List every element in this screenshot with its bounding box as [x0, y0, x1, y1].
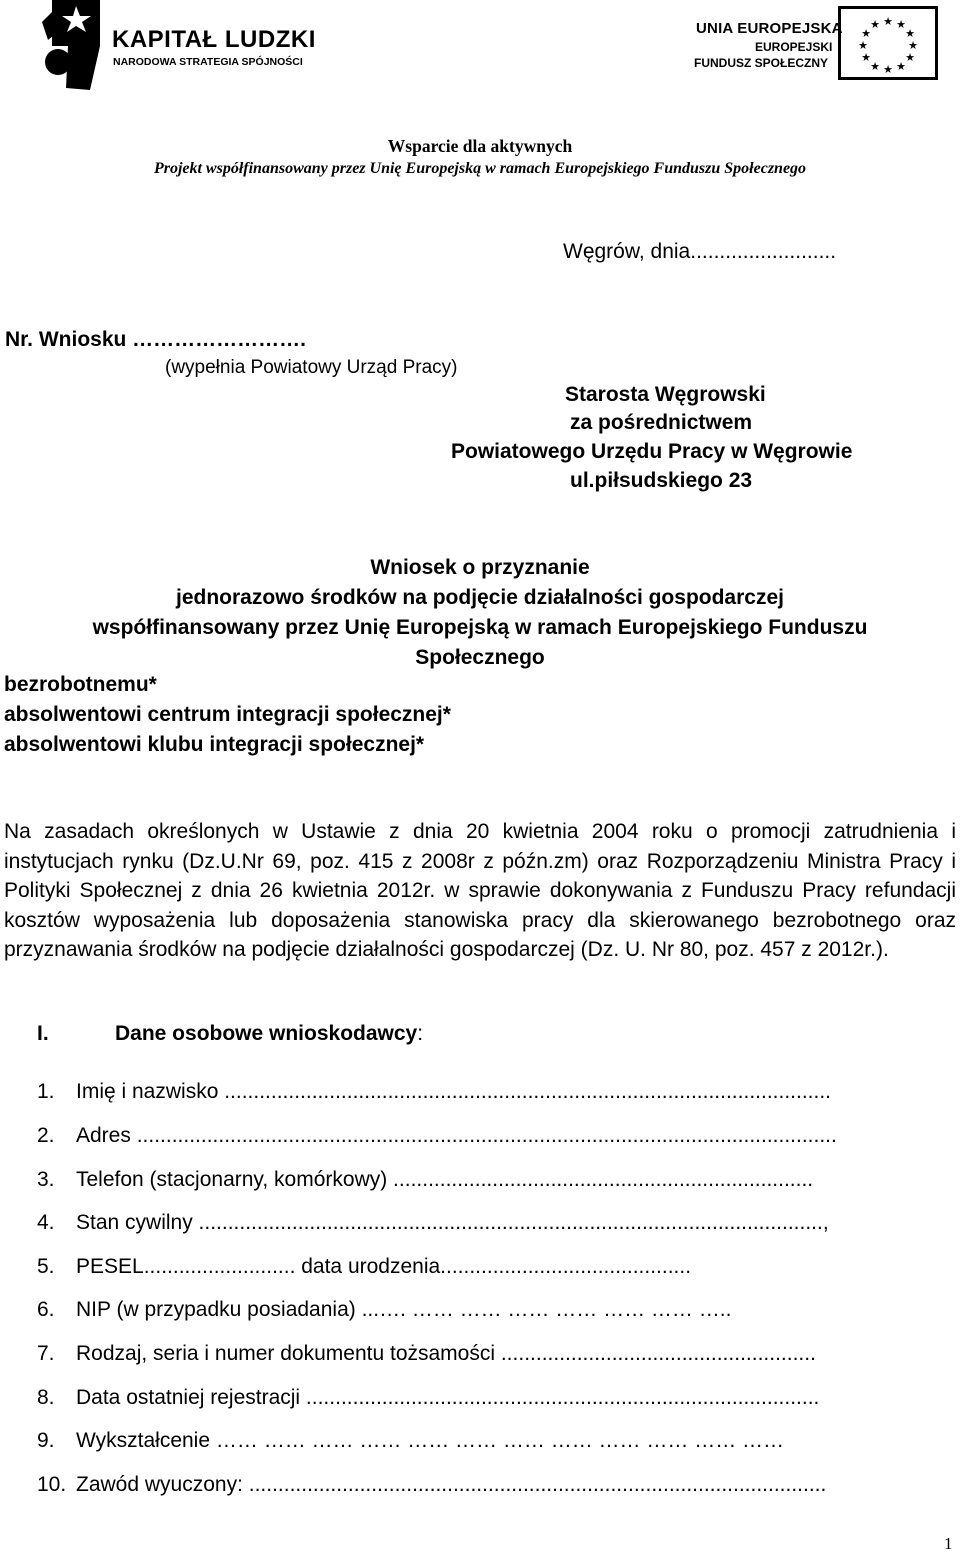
- logo-left-subtitle: NARODOWA STRATEGIA SPÓJNOŚCI: [113, 56, 303, 68]
- svg-text:★: ★: [861, 27, 871, 40]
- kapital-ludzki-logo: [38, 0, 316, 92]
- field-label: NIP (w przypadku posiadania) ...…. …… …… …… …… …… …… …..: [76, 1298, 732, 1321]
- application-number: Nr. Wniosku …………………….: [5, 328, 307, 351]
- svg-text:★: ★: [870, 60, 880, 73]
- form-field-last-registration[interactable]: [37, 1386, 952, 1414]
- svg-text:★: ★: [905, 27, 915, 40]
- form-field-address[interactable]: [37, 1124, 952, 1152]
- field-number: 7.: [37, 1342, 55, 1365]
- field-number: 9.: [37, 1429, 55, 1452]
- document-title-line4: Społecznego: [415, 646, 545, 669]
- form-field-profession[interactable]: [37, 1473, 952, 1501]
- document-title-line3: współfinansowany przez Unię Europejską w ramach Europejskiego Funduszu: [92, 616, 868, 639]
- form-field-pesel[interactable]: [37, 1255, 952, 1283]
- project-subtitle: Projekt współfinansowany przez Unię Europejską w ramach Europejskiego Funduszu Społecznego: [153, 160, 807, 177]
- form-field-nip[interactable]: [37, 1298, 952, 1326]
- addressee-line1: Starosta Węgrowski: [565, 383, 766, 406]
- field-label: Data ostatniej rejestracji ........................................................................................: [76, 1386, 820, 1409]
- svg-text:★: ★: [861, 51, 871, 64]
- svg-text:★: ★: [883, 15, 893, 28]
- field-label: Zawód wyuczony: ...................................................................................................: [76, 1473, 827, 1496]
- svg-text:★: ★: [858, 39, 868, 52]
- date-line: Węgrów, dnia.........................: [563, 240, 837, 263]
- field-number: 10.: [37, 1473, 67, 1496]
- unia-europejska-logo: [690, 6, 945, 86]
- project-title: Wsparcie dla aktywnych: [387, 136, 573, 156]
- form-field-phone[interactable]: [37, 1168, 952, 1196]
- eu-flag-icon: [838, 6, 938, 80]
- field-number: 1.: [37, 1080, 55, 1103]
- application-number-note: (wypełnia Powiatowy Urząd Pracy): [165, 357, 458, 378]
- svg-text:★: ★: [883, 63, 893, 76]
- field-number: 4.: [37, 1211, 55, 1234]
- form-field-marital-status[interactable]: [37, 1211, 952, 1239]
- recipient-option: absolwentowi klubu integracji społecznej*: [4, 733, 425, 756]
- logo-left-title: KAPITAŁ LUDZKI: [112, 26, 316, 53]
- logo-right-line1: UNIA EUROPEJSKA: [696, 20, 843, 37]
- field-number: 5.: [37, 1255, 55, 1278]
- page-number: 1: [944, 1534, 953, 1553]
- form-field-name[interactable]: [37, 1080, 952, 1108]
- form-field-id-document[interactable]: [37, 1342, 952, 1370]
- field-label: Imię i nazwisko ........................................................................................................: [76, 1080, 831, 1103]
- svg-text:★: ★: [896, 18, 906, 31]
- logo-right-line3: FUNDUSZ SPOŁECZNY: [694, 56, 829, 70]
- field-label: Telefon (stacjonarny, komórkowy) ........................................................................: [76, 1168, 814, 1191]
- addressee-line4: ul.piłsudskiego 23: [570, 469, 753, 492]
- logo-right-line2: EUROPEJSKI: [755, 40, 833, 54]
- document-title-line1: Wniosek o przyznanie: [370, 556, 590, 579]
- field-label: Adres ........................................................................................................................: [76, 1124, 837, 1147]
- field-number: 8.: [37, 1386, 55, 1409]
- section-title: [115, 1022, 423, 1046]
- field-label: PESEL.......................... data urodzenia...........................................: [76, 1255, 692, 1278]
- section-title-colon: :: [417, 1022, 424, 1045]
- field-label: Rodzaj, seria i numer dokumentu tożsamości ......................................................: [76, 1342, 816, 1365]
- svg-text:★: ★: [908, 39, 918, 52]
- field-number: 2.: [37, 1124, 55, 1147]
- section-title-text: Dane osobowe wnioskodawcy: [115, 1022, 418, 1045]
- field-number: 6.: [37, 1298, 55, 1321]
- kapital-ludzki-emblem-icon: [38, 0, 104, 90]
- field-number: 3.: [37, 1168, 55, 1191]
- recipient-option: absolwentowi centrum integracji społecznej*: [4, 703, 451, 726]
- field-label: Wykształcenie …… …… …… …… …… …… …… …… …… …… …… ……: [76, 1429, 785, 1452]
- field-label: Stan cywilny ...........................................................................................................,: [76, 1211, 829, 1234]
- svg-text:★: ★: [905, 51, 915, 64]
- form-field-education[interactable]: [37, 1429, 952, 1457]
- document-title-line2: jednorazowo środków na podjęcie działalności gospodarczej: [176, 586, 784, 609]
- addressee-line3: Powiatowego Urzędu Pracy w Węgrowie: [451, 440, 853, 463]
- legal-basis-paragraph: Na zasadach określonych w Ustawie z dnia 20 kwietnia 2004 roku o promocji zatrudnienia i instytucjach rynku (Dz.U.Nr 69, poz. 415 z 2008r z późn.zm) oraz Rozporządzeniu Ministra Pracy i Polityki Społecznej z dnia 26 kwietnia 2012r. w sprawie dokonywania z Funduszu Pracy refundacji kosztów wyposażenia lub doposażenia stanowiska pracy dla skierowanego bezrobotnego oraz przyznawania środków na podjęcie działalności gospodarczej (Dz. U. Nr 80, poz. 457 z 2012r.).: [4, 820, 956, 961]
- section-number: I.: [37, 1022, 49, 1045]
- svg-text:★: ★: [896, 60, 906, 73]
- svg-text:★: ★: [870, 18, 880, 31]
- recipient-option: bezrobotnemu*: [4, 673, 157, 696]
- eu-stars-icon: [841, 9, 935, 77]
- addressee-line2: za pośrednictwem: [570, 411, 753, 434]
